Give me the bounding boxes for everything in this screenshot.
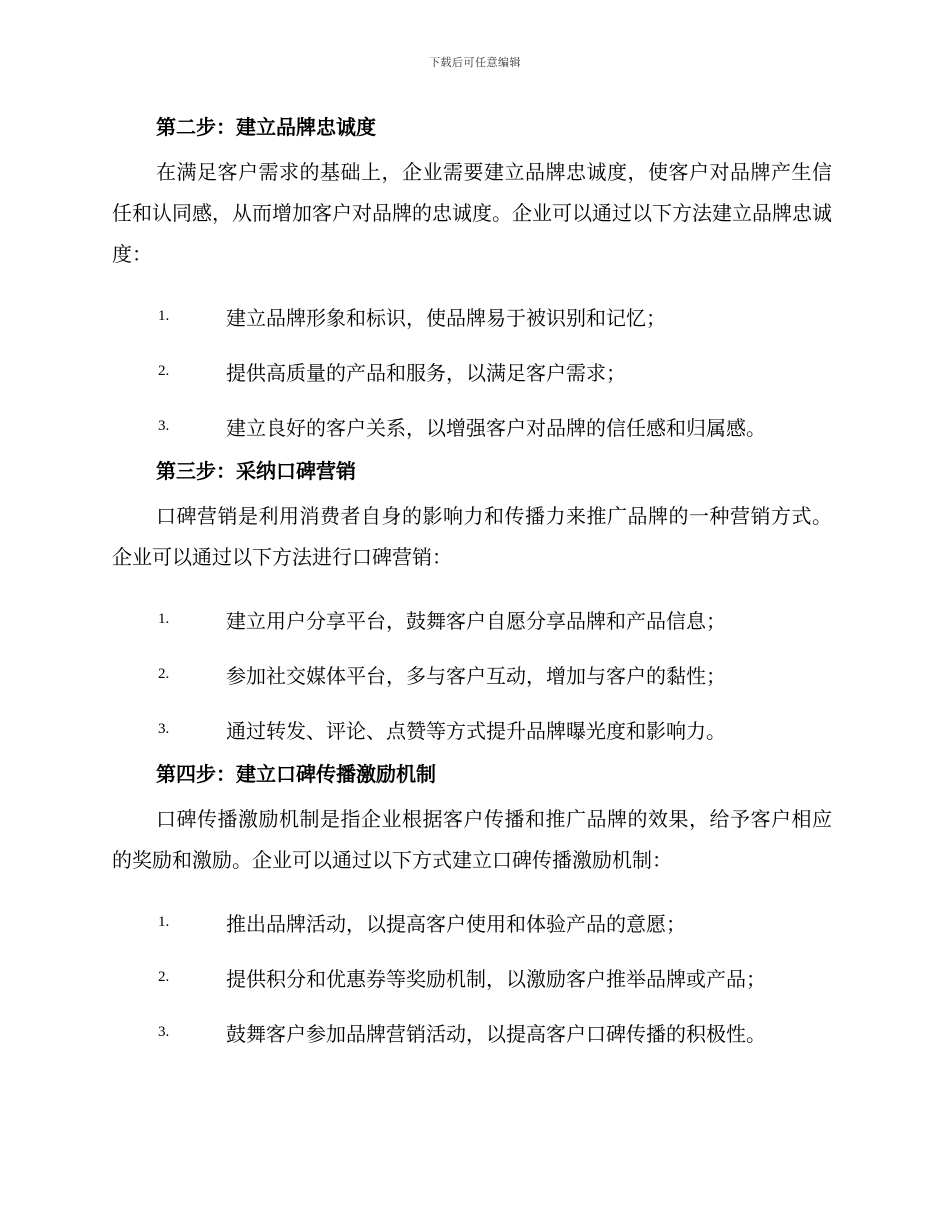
list-item xyxy=(112,950,832,1005)
section-paragraph-step-3: 口碑营销是利用消费者自身的影响力和传播力来推广品牌的一种营销方式。企业可以通过以下方法进行口碑营销： xyxy=(112,504,832,569)
section-paragraph-step-2: 在满足客户需求的基础上，企业需要建立品牌忠诚度，使客户对品牌产生信任和认同感，从而增加客户对品牌的忠诚度。企业可以通过以下方法建立品牌忠诚度： xyxy=(112,160,832,266)
list-item xyxy=(112,344,832,399)
section-heading-step-2: 第二步：建立品牌忠诚度 xyxy=(156,115,376,139)
list-number: 2. xyxy=(158,666,170,682)
list-item xyxy=(112,702,832,757)
list-text: 参加社交媒体平台，多与客户互动，增加与客户的黏性； xyxy=(226,664,726,688)
list-text: 建立品牌形象和标识，使品牌易于被识别和记忆； xyxy=(226,306,666,330)
document-body xyxy=(112,110,832,1060)
list-number: 3. xyxy=(158,721,170,737)
list-text: 推出品牌活动，以提高客户使用和体验产品的意愿； xyxy=(226,912,686,936)
list-item xyxy=(112,289,832,344)
list-text: 建立用户分享平台，鼓舞客户自愿分享品牌和产品信息； xyxy=(226,609,726,633)
list-text: 建立良好的客户关系，以增强客户对品牌的信任感和归属感。 xyxy=(226,416,766,440)
step-3-list xyxy=(112,592,832,757)
section-heading-step-3: 第三步：采纳口碑营销 xyxy=(156,459,356,483)
step-4-list xyxy=(112,895,832,1060)
list-item xyxy=(112,592,832,647)
list-number: 3. xyxy=(158,418,170,434)
list-number: 1. xyxy=(158,308,170,324)
list-text: 鼓舞客户参加品牌营销活动，以提高客户口碑传播的积极性。 xyxy=(226,1022,766,1046)
list-number: 1. xyxy=(158,611,170,627)
list-item xyxy=(112,647,832,702)
list-item xyxy=(112,1005,832,1060)
list-number: 1. xyxy=(158,914,170,930)
list-text: 通过转发、评论、点赞等方式提升品牌曝光度和影响力。 xyxy=(226,719,726,743)
list-number: 2. xyxy=(158,969,170,985)
section-heading-step-4: 第四步：建立口碑传播激励机制 xyxy=(156,762,436,786)
section-paragraph-step-4: 口碑传播激励机制是指企业根据客户传播和推广品牌的效果，给予客户相应的奖励和激励。企业可以通过以下方式建立口碑传播激励机制： xyxy=(112,807,832,872)
list-item xyxy=(112,895,832,950)
list-text: 提供高质量的产品和服务，以满足客户需求； xyxy=(226,361,626,385)
list-text: 提供积分和优惠券等奖励机制，以激励客户推举品牌或产品； xyxy=(226,967,766,991)
step-2-list xyxy=(112,289,832,454)
list-item xyxy=(112,399,832,454)
list-number: 2. xyxy=(158,363,170,379)
list-number: 3. xyxy=(158,1024,170,1040)
page-header-note: 下载后可任意编辑 xyxy=(429,56,521,69)
